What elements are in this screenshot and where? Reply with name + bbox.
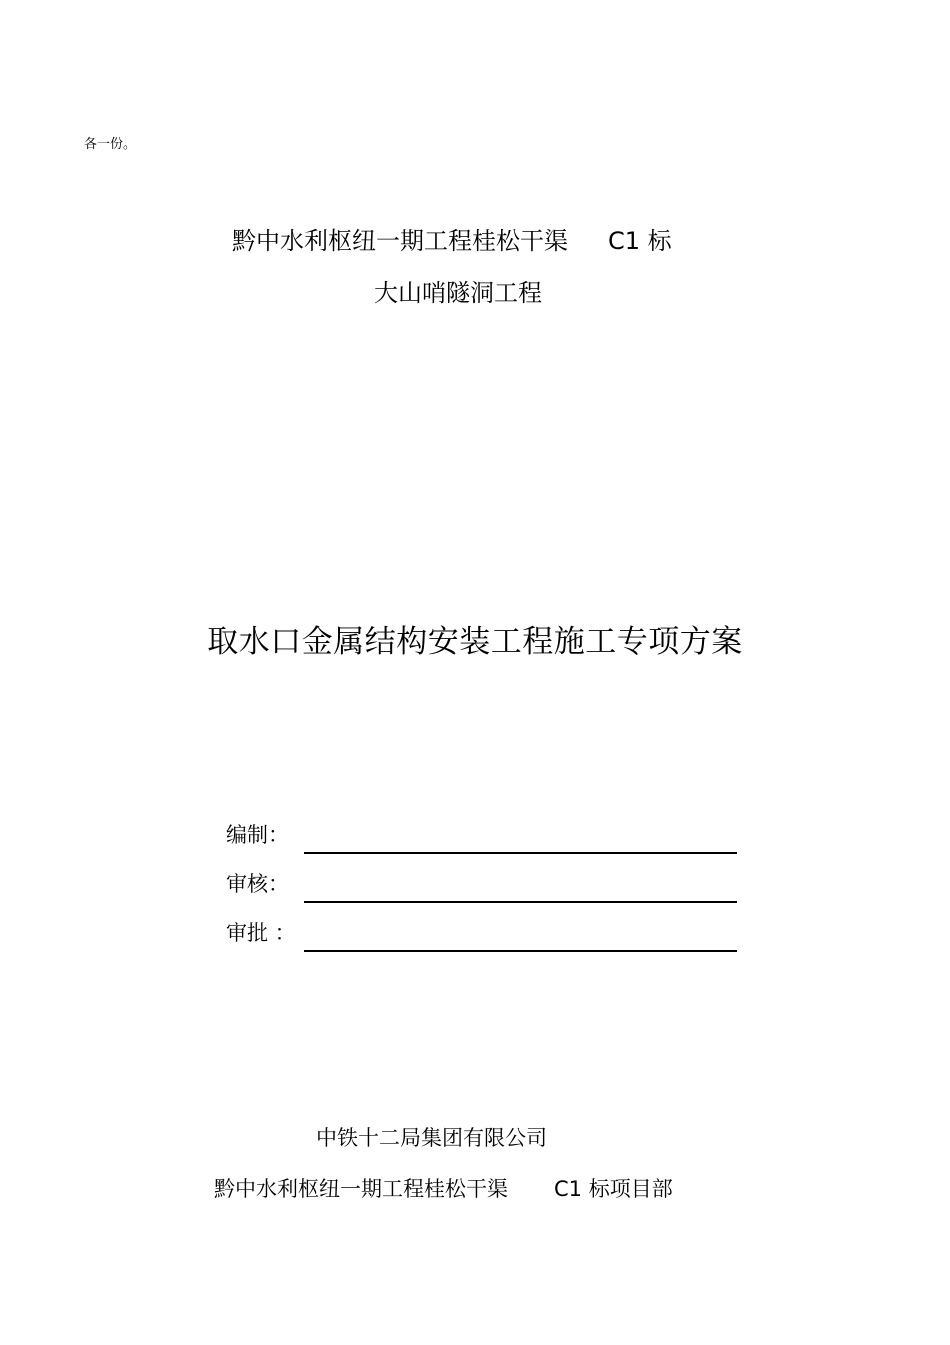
signature-label-reviewed: 审核： <box>226 872 289 896</box>
document-title: 取水口金属结构安装工程施工专项方案 <box>207 624 743 660</box>
signature-label-approved: 审批 ： <box>226 921 296 945</box>
project-name-text: 黔中水利枢纽一期工程桂松干渠 <box>232 227 568 255</box>
signature-row-compiled <box>226 820 746 854</box>
project-name-line-2: 大山哨隧洞工程 <box>374 279 542 307</box>
project-department <box>214 1175 673 1203</box>
top-note: 各一份。 <box>84 137 137 152</box>
signature-line-reviewed <box>304 901 737 903</box>
project-department-text: 黔中水利枢纽一期工程桂松干渠 <box>214 1177 508 1201</box>
project-name-line-1 <box>232 226 672 256</box>
company-name: 中铁十二局集团有限公司 <box>316 1126 547 1150</box>
signature-row-reviewed <box>226 869 746 903</box>
signature-line-compiled <box>304 852 737 854</box>
signature-label-compiled: 编制： <box>226 823 289 847</box>
project-department-code: C1 标项目部 <box>554 1177 673 1201</box>
project-section-code: C1 标 <box>608 227 672 255</box>
signature-line-approved <box>304 950 737 952</box>
signature-row-approved <box>226 918 746 952</box>
